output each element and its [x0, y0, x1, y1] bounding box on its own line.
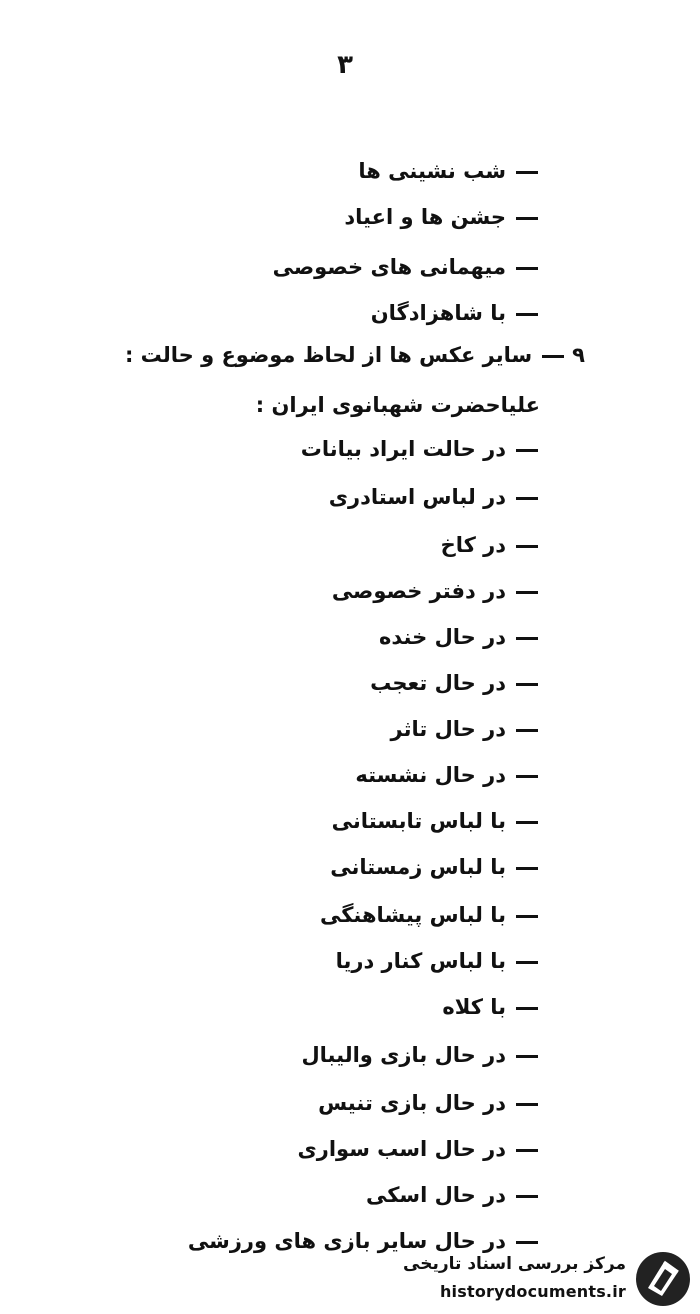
list-item	[329, 482, 538, 512]
list-item-text: در کاخ	[440, 533, 506, 557]
list-item-text: در حال نشسته	[355, 763, 506, 787]
dash-marker	[516, 775, 538, 778]
list-item-text: در دفتر خصوصی	[331, 579, 506, 603]
dash-marker	[516, 1007, 538, 1010]
dash-marker	[516, 1195, 538, 1198]
list-item-text: در حال بازی تنیس	[318, 1091, 506, 1115]
list-item	[320, 900, 538, 930]
watermark-url: historydocuments.ir	[439, 1282, 626, 1301]
list-item-text: با کلاه	[442, 995, 506, 1019]
dash-marker	[516, 545, 538, 548]
dash-marker	[516, 171, 538, 174]
list-item	[301, 434, 538, 464]
list-item-text: با لباس زمستانی	[330, 855, 506, 879]
watermark	[402, 1248, 692, 1310]
list-item	[344, 202, 538, 232]
archive-logo-icon	[634, 1250, 692, 1308]
list-item-text: در حال تعجب	[370, 671, 506, 695]
list-item	[442, 992, 538, 1022]
list-item-text: با لباس پیشاهنگی	[319, 903, 506, 927]
list-item-text: با لباس تابستانی	[331, 809, 506, 833]
list-item	[370, 668, 538, 698]
list-item-text: میهمانی های خصوصی	[272, 255, 506, 279]
list-item	[358, 156, 538, 186]
dash-marker	[516, 915, 538, 918]
dash-marker	[516, 1055, 538, 1058]
list-item	[318, 1088, 538, 1118]
dash-marker	[516, 637, 538, 640]
dash-marker	[516, 449, 538, 452]
list-item-text: شب نشینی ها	[358, 159, 506, 183]
dash-marker	[516, 867, 538, 870]
dash-marker	[516, 1241, 538, 1244]
dash-marker	[542, 355, 564, 358]
dash-marker	[516, 683, 538, 686]
list-item	[366, 1180, 538, 1210]
list-item-text: با لباس کنار دریا	[335, 949, 506, 973]
section-heading	[125, 340, 585, 370]
list-item	[332, 576, 538, 606]
page-number: ۳	[337, 50, 353, 80]
section-numeral: ۹	[572, 343, 585, 367]
dash-marker	[516, 729, 538, 732]
list-item-text: جشن ها و اعیاد	[344, 205, 506, 229]
dash-marker	[516, 961, 538, 964]
list-item-text: در حال تاثر	[390, 717, 506, 741]
dash-marker	[516, 497, 538, 500]
list-item-text: با شاهزادگان	[370, 301, 506, 325]
list-item	[441, 530, 538, 560]
list-item-text: در حال اسب سواری	[297, 1137, 506, 1161]
list-item	[371, 298, 538, 328]
list-item	[330, 852, 538, 882]
list-item-text: در لباس استادری	[328, 485, 506, 509]
list-item	[336, 946, 538, 976]
dash-marker	[516, 1149, 538, 1152]
dash-marker	[516, 313, 538, 316]
watermark-title: مرکز بررسی اسناد تاریخی	[403, 1254, 626, 1274]
list-item-text: در حال خنده	[379, 625, 506, 649]
list-item-text: در حال سایر بازی های ورزشی	[187, 1229, 506, 1253]
list-item-text: در حال اسکی	[365, 1183, 506, 1207]
section-heading-text: سایر عکس ها از لحاظ موضوع و حالت :	[124, 343, 533, 367]
list-item	[332, 806, 538, 836]
dash-marker	[516, 267, 538, 270]
dash-marker	[516, 591, 538, 594]
list-item-text: در حالت ایراد بیانات	[300, 437, 506, 461]
list-item	[301, 1040, 538, 1070]
dash-marker	[516, 1103, 538, 1106]
section-subheading: علیاحضرت شهبانوی ایران :	[255, 393, 540, 417]
dash-marker	[516, 217, 538, 220]
list-item	[391, 714, 538, 744]
list-item	[355, 760, 538, 790]
list-item	[379, 622, 538, 652]
list-item	[298, 1134, 538, 1164]
dash-marker	[516, 821, 538, 824]
list-item-text: در حال بازی والیبال	[301, 1043, 506, 1067]
list-item	[273, 252, 538, 282]
